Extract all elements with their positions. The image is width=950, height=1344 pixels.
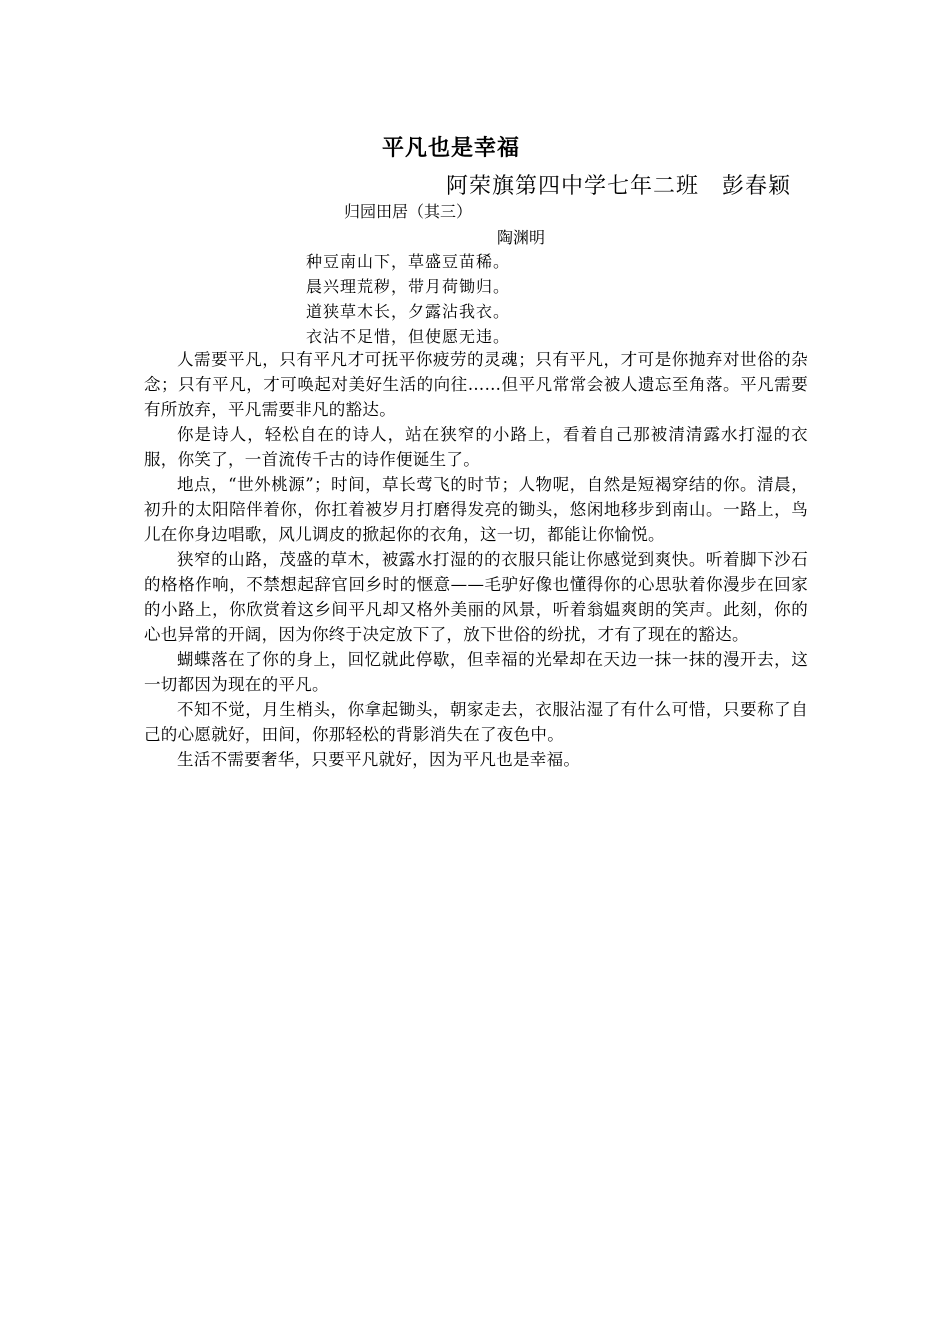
paragraph: 生活不需要奢华，只要平凡就好，因为平凡也是幸福。 [177, 750, 581, 769]
paragraph: 蝴蝶落在了你的身上，回忆就此停歇，但幸福的光晕却在天边一抹一抹的漫开去，这一切都因为现在的平凡。 [144, 650, 808, 694]
poem-line: 种豆南山下，草盛豆苗稀。 [306, 252, 511, 271]
poem-line: 衣沾不足惜，但使愿无违。 [306, 327, 511, 346]
poem-line: 晨兴理荒秽，带月荷锄归。 [306, 277, 511, 296]
author-line: 阿荣旗第四中学七年二班 彭春颖 [446, 174, 792, 199]
essay-body [144, 347, 808, 772]
paragraph: 不知不觉，月生梢头，你拿起锄头，朝家走去，衣服沾湿了有什么可惜，只要称了自己的心愿就好，田间，你那轻松的背影消失在了夜色中。 [144, 700, 808, 744]
essay-title: 平凡也是幸福 [381, 136, 520, 161]
poem-author: 陶渊明 [497, 228, 546, 247]
poem-line: 道狭草木长，夕露沾我衣。 [306, 302, 511, 321]
paragraph: 人需要平凡，只有平凡才可抚平你疲劳的灵魂；只有平凡，才可是你抛弃对世俗的杂念；只有平凡，才可唤起对美好生活的向往……但平凡常常会被人遗忘至角落。平凡需要有所放弃，平凡需要非凡的豁达。 [144, 350, 808, 419]
paragraph: 狭窄的山路，茂盛的草木，被露水打湿的的衣服只能让你感觉到爽快。听着脚下沙石的格格作响，不禁想起辞官回乡时的惬意——毛驴好像也懂得你的心思驮着你漫步在回家的小路上，你欣赏着这乡间平凡却又格外美丽的风景，听着翁媪爽朗的笑声。此刻，你的心也异常的开阔，因为你终于决定放下了，放下世俗的纷扰，才有了现在的豁达。 [144, 550, 808, 644]
paragraph: 地点，“世外桃源”；时间，草长莺飞的时节；人物呢，自然是短褐穿结的你。清晨，初升的太阳陪伴着你，你扛着被岁月打磨得发亮的锄头，悠闲地移步到南山。一路上，鸟儿在你身边唱歌，风儿调皮的掀起你的衣角，这一切，都能让你愉悦。 [144, 475, 808, 544]
poem-title: 归园田居（其三） [344, 202, 473, 221]
paragraph: 你是诗人，轻松自在的诗人，站在狭窄的小路上，看着自己那被清清露水打湿的衣服，你笑了，一首流传千古的诗作便诞生了。 [144, 425, 808, 469]
poem-lines [306, 249, 510, 349]
